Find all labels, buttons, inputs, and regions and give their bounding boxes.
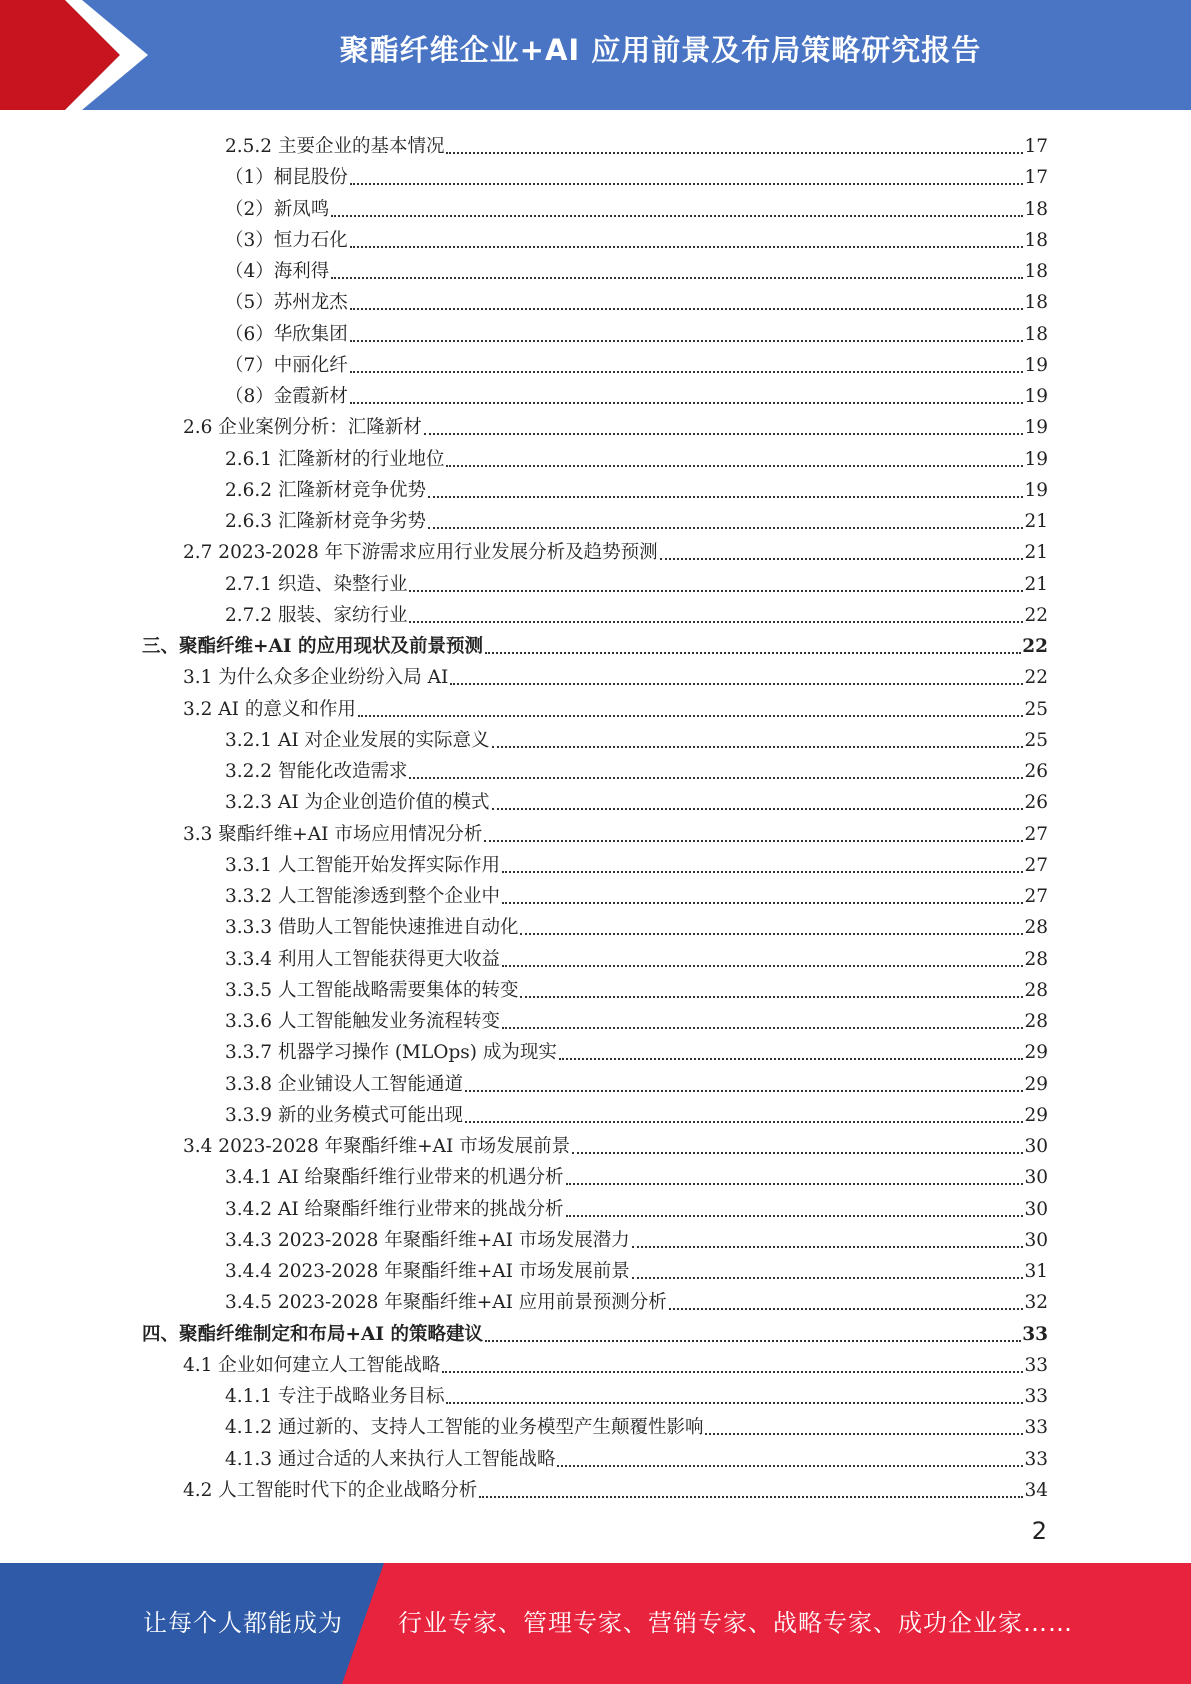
toc-entry-title: 2.6 企业案例分析：汇隆新材 xyxy=(183,417,422,439)
toc-entry-page: 33 xyxy=(1024,1354,1048,1376)
toc-entry-title: 3.3 聚酯纤维+AI 市场应用情况分析 xyxy=(183,823,483,845)
toc-entry[interactable] xyxy=(225,1066,1048,1097)
toc-dot-leader xyxy=(350,371,1024,373)
toc-entry-page: 22 xyxy=(1024,604,1048,626)
toc-dot-leader xyxy=(409,621,1023,623)
toc-entry-title: 3.3.4 利用人工智能获得更大收益 xyxy=(225,948,500,970)
toc-entry-page: 18 xyxy=(1024,261,1048,282)
toc-entry[interactable] xyxy=(183,691,1048,722)
toc-dot-leader xyxy=(660,558,1024,560)
toc-dot-leader xyxy=(557,1465,1023,1467)
toc-entry[interactable] xyxy=(225,1034,1048,1065)
toc-dot-leader xyxy=(705,1433,1023,1435)
toc-entry-page: 21 xyxy=(1024,511,1048,532)
toc-entry[interactable] xyxy=(225,1097,1048,1128)
toc-dot-leader xyxy=(485,1340,1021,1342)
toc-entry-title: 2.6.3 汇隆新材竞争劣势 xyxy=(225,511,426,532)
toc-dot-leader xyxy=(331,215,1023,217)
toc-dot-leader xyxy=(424,433,1024,435)
page-footer xyxy=(0,1563,1191,1684)
toc-entry-title: 3.4.4 2023-2028 年聚酯纤维+AI 市场发展前景 xyxy=(225,1261,630,1282)
toc-dot-leader xyxy=(632,1246,1024,1248)
toc-entry-title: 3.2.3 AI 为企业创造价值的模式 xyxy=(225,792,490,814)
toc-entry[interactable] xyxy=(183,1472,1048,1503)
toc-entry[interactable] xyxy=(183,1128,1048,1159)
toc-entry[interactable] xyxy=(225,1378,1048,1409)
toc-entry-page: 27 xyxy=(1024,823,1048,845)
page-number: 2 xyxy=(1031,1517,1047,1545)
toc-entry[interactable] xyxy=(225,441,1048,472)
toc-entry-page: 19 xyxy=(1024,417,1048,439)
toc-dot-leader xyxy=(566,1183,1024,1185)
toc-entry-title: 3.3.2 人工智能渗透到整个企业中 xyxy=(225,886,500,907)
toc-entry[interactable] xyxy=(225,1284,1048,1315)
toc-entry-title: 2.5.2 主要企业的基本情况 xyxy=(225,136,445,157)
toc-entry-page: 29 xyxy=(1024,1042,1048,1064)
toc-entry-page: 19 xyxy=(1024,386,1048,407)
toc-entry-title: （1）桐昆股份 xyxy=(225,167,348,189)
toc-entry-page: 28 xyxy=(1024,917,1048,939)
toc-entry-title: 3.4 2023-2028 年聚酯纤维+AI 市场发展前景 xyxy=(183,1136,571,1157)
toc-entry-title: （7）中丽化纤 xyxy=(225,354,348,376)
toc-entry-page: 33 xyxy=(1024,1448,1048,1470)
toc-entry-page: 30 xyxy=(1024,1229,1048,1251)
toc-dot-leader xyxy=(350,340,1024,342)
toc-entry-title: 2.6.1 汇隆新材的行业地位 xyxy=(225,448,445,470)
toc-dot-leader xyxy=(572,1152,1023,1154)
toc-entry-title: 2.6.2 汇隆新材竞争优势 xyxy=(225,479,426,501)
toc-dot-leader xyxy=(350,246,1024,248)
toc-dot-leader xyxy=(465,1121,1023,1123)
toc-dot-leader xyxy=(409,590,1023,592)
toc-entry-title: （2）新凤鸣 xyxy=(225,198,330,220)
toc-entry-title: 3.3.3 借助人工智能快速推进自动化 xyxy=(225,917,519,939)
toc-entry-title: （8）金霞新材 xyxy=(225,386,348,407)
toc-entry[interactable] xyxy=(225,347,1048,378)
toc-entry-title: 3.3.8 企业铺设人工智能通道 xyxy=(225,1073,463,1095)
toc-entry[interactable] xyxy=(225,1159,1048,1190)
toc-entry[interactable] xyxy=(225,847,1048,878)
toc-dot-leader xyxy=(520,933,1023,935)
toc-entry-page: 21 xyxy=(1024,573,1048,595)
toc-dot-leader xyxy=(484,840,1023,842)
toc-dot-leader xyxy=(428,496,1023,498)
toc-entry[interactable] xyxy=(225,222,1048,253)
toc-entry-title: 3.1 为什么众多企业纷纷入局 AI xyxy=(183,667,449,689)
toc-entry-page: 25 xyxy=(1024,698,1048,720)
toc-dot-leader xyxy=(479,1496,1023,1498)
toc-entry-title: 三、聚酯纤维+AI 的应用现状及前景预测 xyxy=(142,636,483,657)
toc-entry[interactable] xyxy=(225,1253,1048,1284)
toc-entry-title: 2.7.1 织造、染整行业 xyxy=(225,573,408,595)
toc-entry[interactable] xyxy=(225,1003,1048,1034)
toc-dot-leader xyxy=(331,277,1023,279)
toc-entry-title: 3.3.5 人工智能战略需要集体的转变 xyxy=(225,979,519,1001)
report-title: 聚酯纤维企业+AI 应用前景及布局策略研究报告 xyxy=(339,33,982,67)
toc-entry-page: 21 xyxy=(1024,542,1048,564)
toc-dot-leader xyxy=(450,683,1023,685)
toc-dot-leader xyxy=(492,808,1024,810)
toc-entry-page: 26 xyxy=(1024,761,1048,782)
toc-dot-leader xyxy=(632,1277,1024,1279)
toc-entry[interactable] xyxy=(225,284,1048,315)
toc-entry-page: 34 xyxy=(1024,1479,1048,1501)
toc-entry-page: 19 xyxy=(1024,448,1048,470)
toc-entry[interactable] xyxy=(225,597,1048,628)
toc-dot-leader xyxy=(566,1215,1024,1217)
toc-entry[interactable] xyxy=(225,566,1048,597)
toc-entry[interactable] xyxy=(225,722,1048,753)
toc-entry[interactable] xyxy=(142,628,1048,659)
toc-dot-leader xyxy=(485,652,1021,654)
toc-entry-title: （4）海利得 xyxy=(225,261,330,282)
toc-entry-page: 17 xyxy=(1024,136,1048,157)
toc-entry-title: 四、聚酯纤维制定和布局+AI 的策略建议 xyxy=(142,1323,483,1345)
toc-entry[interactable] xyxy=(225,316,1048,347)
toc-entry-page: 26 xyxy=(1024,792,1048,814)
toc-dot-leader xyxy=(465,1090,1023,1092)
toc-entry-page: 18 xyxy=(1024,323,1048,345)
toc-entry-page: 30 xyxy=(1024,1198,1048,1220)
toc-entry-title: 4.2 人工智能时代下的企业战略分析 xyxy=(183,1479,478,1501)
toc-entry[interactable] xyxy=(183,534,1048,565)
toc-entry-title: 3.2 AI 的意义和作用 xyxy=(183,698,356,720)
toc-entry[interactable] xyxy=(225,972,1048,1003)
toc-entry-title: 3.4.3 2023-2028 年聚酯纤维+AI 市场发展潜力 xyxy=(225,1229,630,1251)
toc-entry[interactable] xyxy=(183,816,1048,847)
header-arrow-decoration xyxy=(0,0,160,110)
toc-entry[interactable] xyxy=(225,941,1048,972)
toc-entry[interactable] xyxy=(225,1441,1048,1472)
toc-dot-leader xyxy=(442,1371,1023,1373)
toc-entry-title: （5）苏州龙杰 xyxy=(225,292,348,314)
toc-entry-title: 3.4.2 AI 给聚酯纤维行业带来的挑战分析 xyxy=(225,1198,564,1220)
toc-entry-page: 31 xyxy=(1024,1261,1048,1282)
toc-dot-leader xyxy=(502,871,1023,873)
toc-entry-title: 4.1 企业如何建立人工智能战略 xyxy=(183,1354,441,1376)
toc-entry-page: 22 xyxy=(1024,667,1048,689)
toc-entry-page: 25 xyxy=(1024,729,1048,751)
toc-entry-page: 33 xyxy=(1024,1417,1048,1439)
toc-entry[interactable] xyxy=(225,1409,1048,1440)
toc-entry-page: 17 xyxy=(1024,167,1048,189)
toc-entry-title: 3.3.9 新的业务模式可能出现 xyxy=(225,1104,463,1126)
toc-entry-title: 3.4.1 AI 给聚酯纤维行业带来的机遇分析 xyxy=(225,1167,564,1189)
toc-entry[interactable] xyxy=(225,909,1048,940)
toc-entry[interactable] xyxy=(225,472,1048,503)
toc-entry-page: 30 xyxy=(1024,1167,1048,1189)
toc-dot-leader xyxy=(446,465,1023,467)
toc-entry-page: 28 xyxy=(1024,1011,1048,1032)
toc-entry-page: 19 xyxy=(1024,354,1048,376)
toc-entry[interactable] xyxy=(183,1347,1048,1378)
toc-entry-title: 4.1.1 专注于战略业务目标 xyxy=(225,1386,445,1407)
toc-entry[interactable] xyxy=(142,1316,1048,1347)
toc-entry-page: 29 xyxy=(1024,1104,1048,1126)
toc-entry-title: （6）华欣集团 xyxy=(225,323,348,345)
toc-entry-page: 33 xyxy=(1022,1323,1048,1345)
toc-entry-page: 28 xyxy=(1024,948,1048,970)
page-header xyxy=(0,0,1191,110)
toc-dot-leader xyxy=(669,1308,1024,1310)
toc-entry-page: 27 xyxy=(1024,886,1048,907)
toc-entry-page: 22 xyxy=(1022,636,1048,657)
toc-entry-title: 3.3.7 机器学习操作 (MLOps) 成为现实 xyxy=(225,1042,557,1064)
toc-entry-page: 29 xyxy=(1024,1073,1048,1095)
toc-dot-leader xyxy=(492,746,1024,748)
toc-entry[interactable] xyxy=(225,191,1048,222)
toc-dot-leader xyxy=(446,152,1023,154)
toc-entry-page: 30 xyxy=(1024,1136,1048,1157)
footer-slogan-left: 让每个人都能成为 xyxy=(143,1609,343,1637)
toc-entry[interactable] xyxy=(183,659,1048,690)
toc-entry-title: 3.2.2 智能化改造需求 xyxy=(225,761,408,782)
toc-entry-title: 3.3.6 人工智能触发业务流程转变 xyxy=(225,1011,500,1032)
toc-entry-title: 3.4.5 2023-2028 年聚酯纤维+AI 应用前景预测分析 xyxy=(225,1292,667,1314)
toc-entry[interactable] xyxy=(225,753,1048,784)
toc-dot-leader xyxy=(559,1058,1024,1060)
toc-entry[interactable] xyxy=(225,378,1048,409)
toc-entry[interactable] xyxy=(225,1222,1048,1253)
toc-entry-page: 32 xyxy=(1024,1292,1048,1314)
toc-dot-leader xyxy=(350,402,1024,404)
toc-entry-title: 4.1.3 通过合适的人来执行人工智能战略 xyxy=(225,1448,556,1470)
toc-entry-page: 18 xyxy=(1024,198,1048,220)
toc-entry[interactable] xyxy=(225,503,1048,534)
toc-dot-leader xyxy=(520,996,1023,998)
toc-entry-page: 27 xyxy=(1024,854,1048,876)
toc-dot-leader xyxy=(428,527,1023,529)
toc-entry[interactable] xyxy=(225,784,1048,815)
toc-dot-leader xyxy=(502,1027,1023,1029)
toc-dot-leader xyxy=(350,308,1024,310)
toc-dot-leader xyxy=(350,183,1024,185)
toc-dot-leader xyxy=(409,777,1023,779)
toc-entry[interactable] xyxy=(225,878,1048,909)
toc-dot-leader xyxy=(446,1402,1023,1404)
toc-entry[interactable] xyxy=(225,128,1048,159)
toc-entry-page: 28 xyxy=(1024,979,1048,1001)
toc-entry-page: 19 xyxy=(1024,479,1048,501)
toc-entry[interactable] xyxy=(183,409,1048,440)
footer-slogan-right: 行业专家、管理专家、营销专家、战略专家、成功企业家…… xyxy=(398,1609,1073,1637)
toc-entry[interactable] xyxy=(225,253,1048,284)
toc-entry-title: 2.7 2023-2028 年下游需求应用行业发展分析及趋势预测 xyxy=(183,542,658,564)
toc-entry[interactable] xyxy=(225,1191,1048,1222)
toc-entry-page: 18 xyxy=(1024,292,1048,314)
toc-entry-title: 3.2.1 AI 对企业发展的实际意义 xyxy=(225,729,490,751)
toc-dot-leader xyxy=(502,965,1023,967)
toc-entry[interactable] xyxy=(225,159,1048,190)
toc-entry-page: 33 xyxy=(1024,1386,1048,1407)
toc-entry-title: 2.7.2 服装、家纺行业 xyxy=(225,604,408,626)
toc-entry-title: 4.1.2 通过新的、支持人工智能的业务模型产生颠覆性影响 xyxy=(225,1417,704,1439)
toc-entry-page: 18 xyxy=(1024,229,1048,251)
toc-entry-title: （3）恒力石化 xyxy=(225,229,348,251)
toc-entry-title: 3.3.1 人工智能开始发挥实际作用 xyxy=(225,854,500,876)
toc-dot-leader xyxy=(502,902,1023,904)
toc-dot-leader xyxy=(358,715,1024,717)
